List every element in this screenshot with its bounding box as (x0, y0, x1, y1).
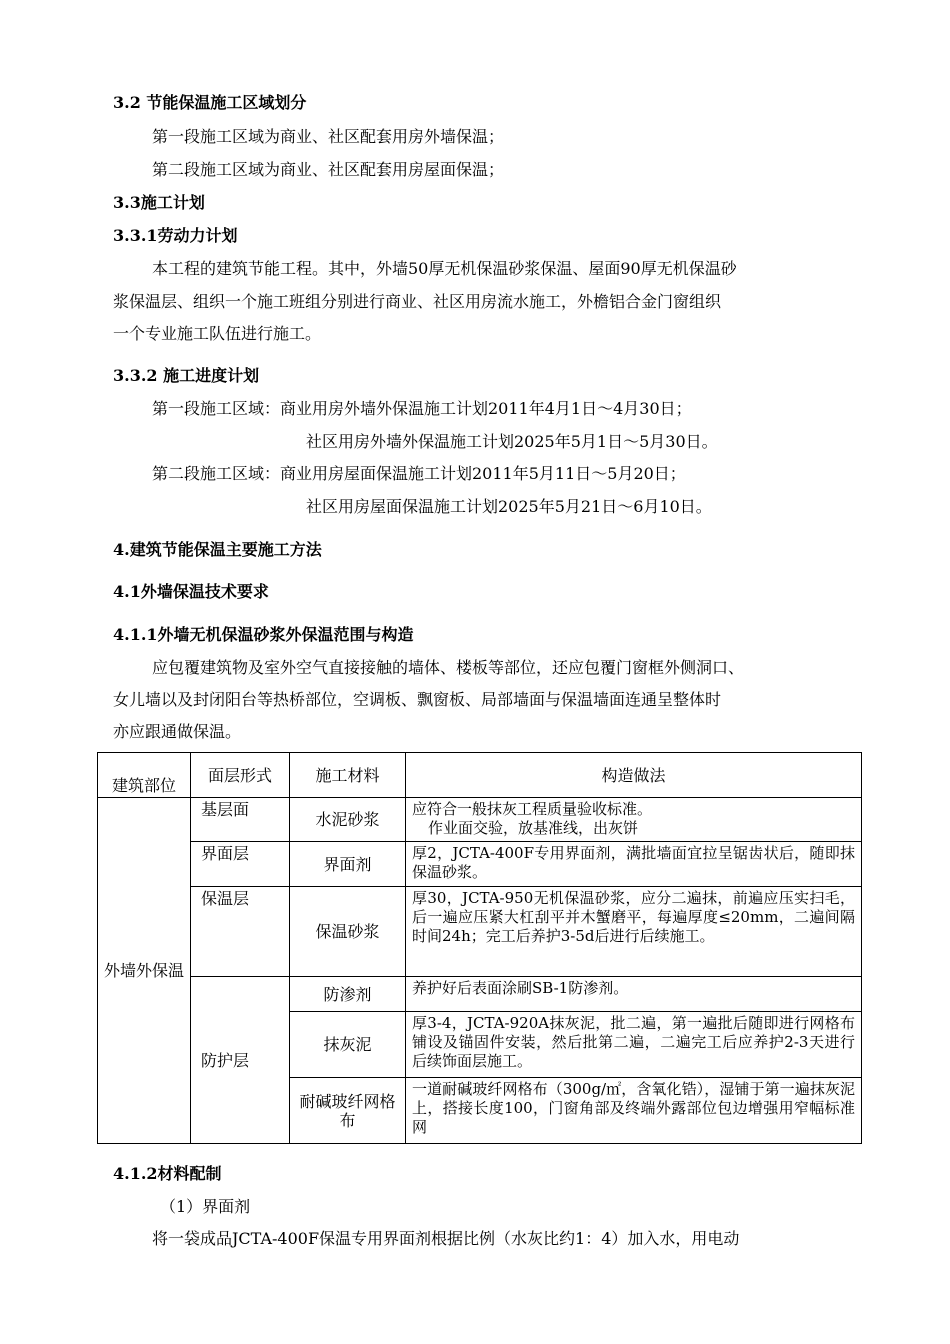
paragraph-line: 将一袋成品JCTA-400F保温专用界面剂根据比例（水灰比约1：4）加入水，用电动 (152, 1229, 740, 1248)
method-line: 应符合一般抹灰工程质量验收标准。 (412, 800, 653, 818)
section-3-3-2-heading: 3.3.2 施工进度计划 (113, 366, 260, 385)
method-cell: 厚2，JCTA-400F专用界面剂，满批墙面宜拉呈锯齿状后，随即抹保温砂浆。 (406, 842, 862, 887)
material-cell: 界面剂 (290, 842, 406, 887)
section-3-3-heading: 3.3施工计划 (113, 193, 205, 212)
schedule-line: 第二段施工区域：商业用房屋面保温施工计划2011年5月11日～5月20日； (152, 464, 686, 483)
table-row (98, 842, 862, 887)
section-4-1-2-heading: 4.1.2材料配制 (113, 1164, 222, 1183)
paragraph-line: 本工程的建筑节能工程。其中，外墙50厚无机保温砂浆保温、屋面90厚无机保温砂 (152, 259, 737, 278)
section-4-1-heading: 4.1外墙保温技术要求 (113, 582, 269, 601)
method-cell: 厚30，JCTA-950无机保温砂浆，应分二遍抹，前遍应压实扫毛，后一遍应压紧大杠刮平并木蟹磨平，每遍厚度≤20mm，二遍间隔时间24h；完工后养护3-5d后进行后续施工。 (406, 887, 862, 977)
paragraph-line: 亦应跟通做保温。 (113, 722, 242, 741)
section-3-3-1-heading: 3.3.1劳动力计划 (113, 226, 238, 245)
schedule-line: 社区用房屋面保温施工计划2025年5月21日～6月10日。 (306, 497, 712, 516)
method-cell: 厚3-4，JCTA-920A抹灰泥，批二遍，第一遍批后随即进行网格布铺设及锚固件安装，然后批第二遍，二遍完工后应养护2-3天进行后续饰面层施工。 (406, 1012, 862, 1078)
material-cell: 抹灰泥 (290, 1012, 406, 1078)
table-header-cell: 建筑部位 (98, 753, 191, 798)
layer-cell: 界面层 (191, 842, 290, 887)
schedule-line: 社区用房外墙外保温施工计划2025年5月1日～5月30日。 (306, 432, 718, 451)
schedule-line: 第一段施工区域：商业用房外墙外保温施工计划2011年4月1日～4月30日； (152, 399, 692, 418)
table-row (98, 887, 862, 977)
paragraph-line: 一个专业施工队伍进行施工。 (113, 324, 322, 343)
table-header-row (98, 753, 862, 798)
section-3-2-heading: 3.2 节能保温施工区域划分 (113, 93, 307, 112)
paragraph-line: 应包覆建筑物及室外空气直接接触的墙体、楼板等部位，还应包覆门窗框外侧洞口、 (152, 658, 745, 677)
layer-cell: 保温层 (191, 887, 290, 977)
method-cell (406, 798, 862, 842)
method-line: 作业面交验，放基准线，出灰饼 (428, 819, 639, 837)
section-4-1-1-heading: 4.1.1外墙无机保温砂浆外保温范围与构造 (113, 625, 414, 644)
part-cell: 外墙外保温 (98, 798, 191, 1144)
paragraph-line: （1）界面剂 (160, 1197, 251, 1216)
table-header-cell: 面层形式 (191, 753, 290, 798)
layer-cell: 基层面 (191, 798, 290, 842)
paragraph-line: 浆保温层、组织一个施工班组分别进行商业、社区用房流水施工，外檐铝合金门窗组织 (113, 292, 722, 311)
table-row (98, 977, 862, 1012)
section-4-heading: 4.建筑节能保温主要施工方法 (113, 540, 322, 559)
material-cell: 保温砂浆 (290, 887, 406, 977)
method-cell: 一道耐碱玻纤网格布（300g/㎡，含氧化锆），湿铺于第一遍抹灰泥上，搭接长度100，门窗角部及终端外露部位包边增强用窄幅标准网 (406, 1078, 862, 1144)
layer-cell: 防护层 (191, 977, 290, 1144)
table-header-cell: 施工材料 (290, 753, 406, 798)
material-cell: 耐碱玻纤网格布 (290, 1078, 406, 1144)
material-cell: 防渗剂 (290, 977, 406, 1012)
method-cell: 养护好后表面涂刷SB-1防渗剂。 (406, 977, 862, 1012)
table-row (98, 798, 862, 842)
paragraph-line: 第一段施工区域为商业、社区配套用房外墙保温； (152, 127, 505, 146)
construction-table (97, 752, 862, 1144)
material-cell: 水泥砂浆 (290, 798, 406, 842)
paragraph-line: 女儿墙以及封闭阳台等热桥部位，空调板、飘窗板、局部墙面与保温墙面连通呈整体时 (113, 690, 722, 709)
paragraph-line: 第二段施工区域为商业、社区配套用房屋面保温； (152, 160, 505, 179)
table-header-cell: 构造做法 (406, 753, 862, 798)
